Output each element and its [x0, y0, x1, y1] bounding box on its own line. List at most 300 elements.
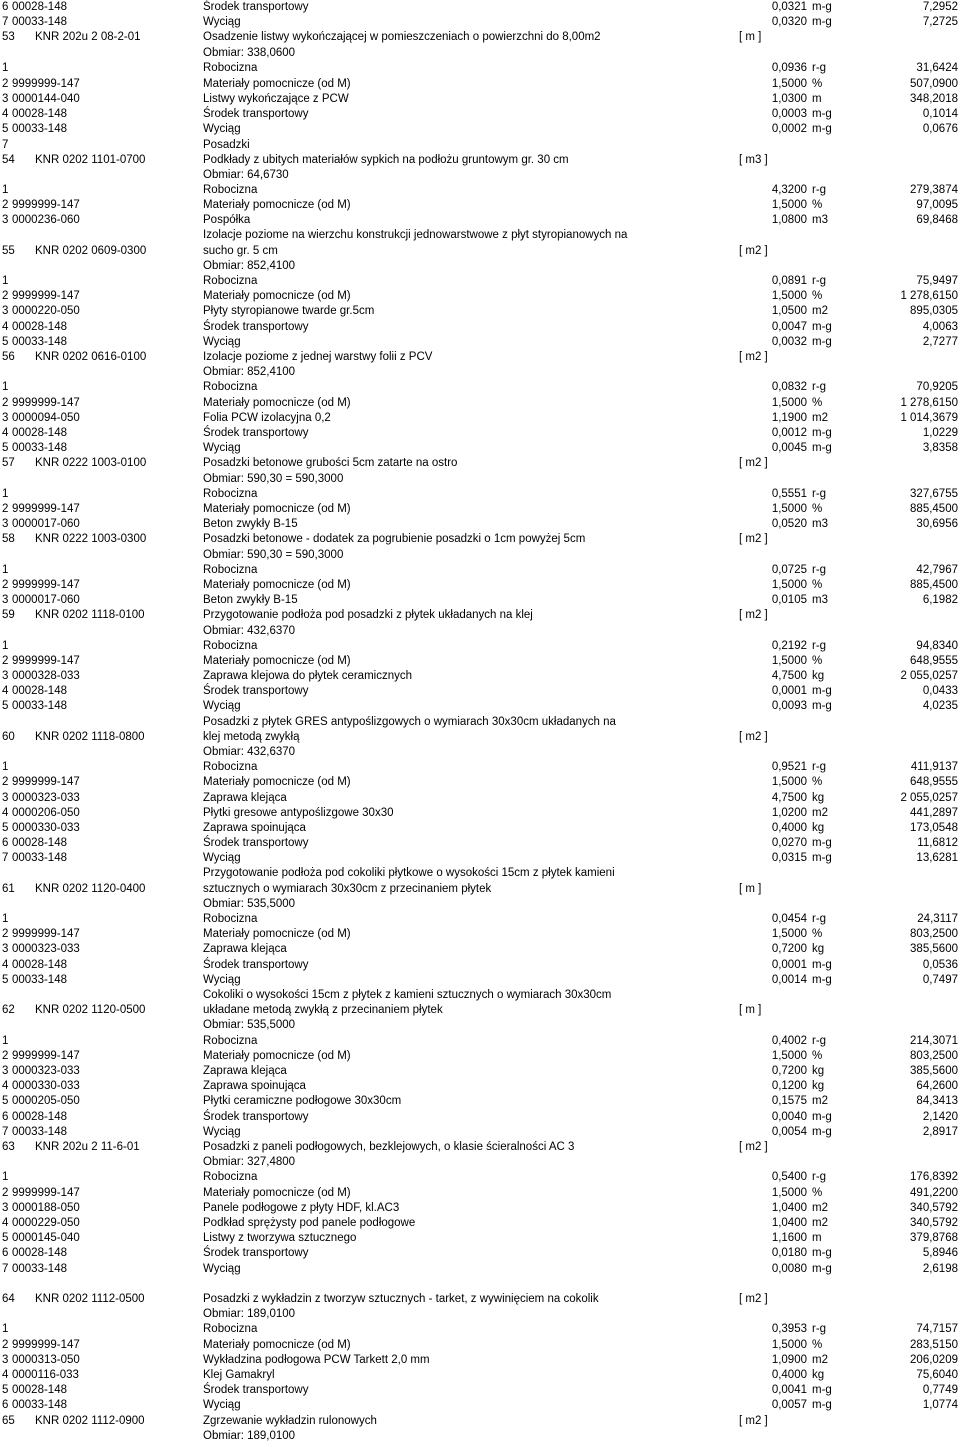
resource-name: Zaprawa klejąca [203, 792, 287, 804]
row-number: 2 [2, 199, 9, 211]
norm-quantity: 1,5000 [771, 1187, 807, 1199]
resource-value: 803,2500 [910, 1050, 958, 1062]
row-number: 1 [2, 564, 9, 576]
norm-quantity: 0,4000 [771, 1369, 807, 1381]
resource-unit: % [812, 397, 823, 409]
info-text: Obmiar: 64,6730 [203, 169, 289, 181]
info-text: Przygotowanie podłoża pod cokoliki płytkowe o wysokości 15cm z płytek kamieni [203, 867, 615, 879]
resource-code: 00028-148 [12, 1384, 67, 1396]
norm-quantity: 0,0054 [771, 1126, 807, 1138]
resource-row [0, 911, 960, 927]
resource-value: 30,6956 [916, 518, 958, 530]
resource-name: Robocizna [203, 913, 258, 925]
row-number: 2 [2, 78, 9, 90]
resource-value: 2,7277 [922, 336, 958, 348]
row-number: 1 [2, 913, 9, 925]
resource-value: 2 055,0257 [900, 792, 958, 804]
position-number: 54 [2, 154, 15, 166]
resource-name: Wyciąg [203, 1399, 241, 1411]
resource-name: Wyciąg [203, 336, 241, 348]
resource-code: 0000220-050 [12, 305, 80, 317]
resource-row [0, 577, 960, 593]
resource-unit: m-g [812, 700, 832, 712]
resource-name: Robocizna [203, 275, 258, 287]
resource-name: Materiały pomocnicze (od M) [203, 928, 351, 940]
row-number: 2 [2, 1187, 9, 1199]
norm-quantity: 0,0041 [771, 1384, 807, 1396]
resource-code: 00033-148 [12, 442, 67, 454]
knr-code: KNR 0202 1101-0700 [35, 154, 146, 166]
norm-quantity: 0,0003 [771, 108, 807, 120]
resource-unit: r-g [812, 488, 827, 500]
resource-row [0, 638, 960, 654]
resource-unit: m2 [812, 1217, 828, 1229]
resource-value: 42,7967 [916, 564, 958, 576]
row-number: 1 [2, 275, 9, 287]
resource-value: 885,4500 [910, 579, 958, 591]
norm-quantity: 0,0321 [771, 1, 807, 13]
info-row [0, 45, 960, 61]
resource-code: 9999999-147 [12, 397, 80, 409]
norm-quantity: 0,4002 [771, 1035, 807, 1047]
resource-row [0, 1093, 960, 1109]
resource-row [0, 926, 960, 942]
norm-quantity: 0,4000 [771, 822, 807, 834]
position-number: 56 [2, 351, 15, 363]
resource-unit: % [812, 928, 823, 940]
resource-row [0, 1245, 960, 1261]
resource-name: Płytki ceramiczne podłogowe 30x30cm [203, 1095, 402, 1107]
resource-name: Zaprawa klejąca [203, 943, 287, 955]
resource-name: Materiały pomocnicze (od M) [203, 290, 351, 302]
position-header-row [0, 29, 960, 45]
resource-value: 13,6281 [916, 852, 958, 864]
resource-value: 69,8468 [916, 214, 958, 226]
norm-quantity: 0,1200 [771, 1080, 807, 1092]
resource-unit: m-g [812, 1263, 832, 1275]
info-row [0, 865, 960, 881]
resource-unit: m3 [812, 594, 828, 606]
resource-name: Płytki gresowe antypoślizgowe 30x30 [203, 807, 394, 819]
norm-quantity: 1,5000 [771, 1050, 807, 1062]
row-number: 1 [2, 1171, 9, 1183]
resource-value: 214,3071 [910, 1035, 958, 1047]
resource-value: 385,5600 [910, 943, 958, 955]
row-number: 1 [2, 1035, 9, 1047]
norm-quantity: 1,0300 [771, 93, 807, 105]
resource-code: 0000323-033 [12, 792, 80, 804]
resource-row [0, 774, 960, 790]
knr-code: KNR 0222 1003-0100 [35, 457, 147, 469]
row-number: 4 [2, 685, 9, 697]
position-description: Izolacje poziome z jednej warstwy folii z PCV [203, 351, 433, 363]
info-row [0, 471, 960, 487]
row-number: 1 [2, 761, 9, 773]
row-number: 2 [2, 579, 9, 591]
knr-code: KNR 0202 1118-0100 [35, 609, 145, 621]
resource-value: 385,5600 [910, 1065, 958, 1077]
position-number: 55 [2, 245, 15, 257]
resource-code: 00033-148 [12, 1263, 67, 1275]
resource-unit: m-g [812, 1126, 832, 1138]
resource-code: 00028-148 [12, 1, 67, 13]
norm-quantity: 0,0040 [771, 1111, 807, 1123]
resource-code: 00033-148 [12, 1399, 67, 1411]
resource-name: Płyty styropianowe twarde gr.5cm [203, 305, 375, 317]
resource-name: Robocizna [203, 1171, 258, 1183]
resource-name: Środek transportowy [203, 685, 309, 697]
resource-name: Beton zwykły B-15 [203, 518, 298, 530]
resource-unit: % [812, 503, 823, 515]
resource-code: 9999999-147 [12, 290, 80, 302]
resource-code: 0000145-040 [12, 1232, 80, 1244]
row-number: 4 [2, 807, 9, 819]
row-number: 2 [2, 655, 9, 667]
norm-quantity: 0,0032 [771, 336, 807, 348]
resource-code: 0000229-050 [12, 1217, 80, 1229]
position-number: 63 [2, 1141, 15, 1153]
row-number: 4 [2, 1080, 9, 1092]
resource-row [0, 592, 960, 608]
resource-name: Materiały pomocnicze (od M) [203, 503, 351, 515]
resource-unit: % [812, 579, 823, 591]
norm-quantity: 1,0400 [771, 1217, 807, 1229]
resource-name: Robocizna [203, 62, 258, 74]
resource-unit: m-g [812, 974, 832, 986]
resource-name: Wyciąg [203, 123, 241, 135]
resource-code: 00028-148 [12, 108, 67, 120]
resource-name: Materiały pomocnicze (od M) [203, 1187, 351, 1199]
resource-value: 7,2952 [922, 1, 958, 13]
resource-name: Środek transportowy [203, 1, 309, 13]
position-number: 62 [2, 1004, 15, 1016]
resource-value: 84,3413 [916, 1095, 958, 1107]
resource-name: Robocizna [203, 1035, 258, 1047]
resource-value: 11,6812 [917, 837, 958, 849]
resource-code: 00033-148 [12, 123, 67, 135]
resource-unit: m-g [812, 1247, 832, 1259]
norm-quantity: 1,0800 [771, 214, 807, 226]
resource-row [0, 1337, 960, 1353]
resource-unit: m-g [812, 16, 832, 28]
resource-name: Wyciąg [203, 442, 241, 454]
position-number: 59 [2, 609, 15, 621]
resource-row [0, 76, 960, 92]
resource-unit: % [812, 199, 823, 211]
resource-unit: r-g [812, 1171, 827, 1183]
resource-code: 00028-148 [12, 837, 67, 849]
row-number: 4 [2, 1217, 9, 1229]
resource-name: Robocizna [203, 640, 258, 652]
resource-code: 00033-148 [12, 1126, 67, 1138]
resource-value: 2 055,0257 [900, 670, 958, 682]
row-number: 1 [2, 488, 9, 500]
resource-row [0, 835, 960, 851]
norm-quantity: 0,0014 [771, 974, 807, 986]
resource-row [0, 1078, 960, 1094]
resource-unit: kg [812, 1065, 825, 1077]
resource-value: 0,7497 [922, 974, 958, 986]
info-row [0, 896, 960, 912]
resource-unit: m2 [812, 1095, 828, 1107]
norm-quantity: 0,0320 [771, 16, 807, 28]
resource-row [0, 1367, 960, 1383]
resource-value: 885,4500 [910, 503, 958, 515]
resource-code: 9999999-147 [12, 78, 80, 90]
resource-unit: m-g [812, 321, 832, 333]
resource-value: 648,9555 [910, 655, 958, 667]
resource-unit: % [812, 290, 823, 302]
knr-code: KNR 0202 1120-0500 [35, 1004, 146, 1016]
info-text: Obmiar: 189,0100 [203, 1308, 296, 1320]
knr-code: KNR 0202 1112-0500 [35, 1293, 145, 1305]
resource-name: Zaprawa spoinująca [203, 822, 306, 834]
resource-name: Środek transportowy [203, 321, 309, 333]
info-row [0, 987, 960, 1003]
resource-name: Listwy z tworzywa sztucznego [203, 1232, 357, 1244]
resource-unit: r-g [812, 275, 827, 287]
resource-unit: r-g [812, 381, 827, 393]
info-text: Obmiar: 535,5000 [203, 898, 296, 910]
resource-name: Wykładzina podłogowa PCW Tarkett 2,0 mm [203, 1354, 430, 1366]
resource-row [0, 273, 960, 289]
resource-unit: % [812, 776, 823, 788]
norm-quantity: 1,5000 [771, 928, 807, 940]
norm-quantity: 0,0105 [771, 594, 807, 606]
norm-quantity: 0,0891 [771, 275, 807, 287]
resource-name: Zaprawa klejąca [203, 1065, 287, 1077]
resource-code: 0000323-033 [12, 943, 80, 955]
info-row [0, 1017, 960, 1033]
resource-row [0, 0, 960, 15]
row-number: 1 [2, 1323, 9, 1335]
norm-quantity: 1,0400 [771, 1202, 807, 1214]
info-text: Obmiar: 852,4100 [203, 366, 296, 378]
resource-value: 31,6424 [916, 62, 958, 74]
info-text: Obmiar: 338,0600 [203, 47, 296, 59]
resource-row [0, 1109, 960, 1125]
resource-unit: r-g [812, 913, 827, 925]
resource-row [0, 1230, 960, 1246]
resource-code: 9999999-147 [12, 199, 80, 211]
resource-name: Materiały pomocnicze (od M) [203, 655, 351, 667]
resource-code: 00033-148 [12, 700, 67, 712]
position-number: 64 [2, 1293, 15, 1305]
position-unit: [ m2 ] [739, 351, 768, 363]
position-description: układane metodą zwykłą z przecinaniem płytek [203, 1004, 443, 1016]
norm-quantity: 0,1575 [771, 1095, 807, 1107]
row-number: 5 [2, 123, 9, 135]
resource-code: 00028-148 [12, 685, 67, 697]
resource-unit: kg [812, 822, 825, 834]
position-description: Posadzki betonowe grubości 5cm zatarte na ostro [203, 457, 458, 469]
resource-name: Robocizna [203, 564, 258, 576]
position-description: Podkłady z ubitych materiałów sypkich na podłożu gruntowym gr. 30 cm [203, 154, 569, 166]
resource-code: 0000188-050 [12, 1202, 80, 1214]
resource-row [0, 790, 960, 806]
resource-unit: m2 [812, 305, 828, 317]
resource-code: 00033-148 [12, 16, 67, 28]
resource-unit: m-g [812, 685, 832, 697]
resource-name: Robocizna [203, 184, 258, 196]
resource-name: Środek transportowy [203, 108, 309, 120]
norm-quantity: 1,1600 [771, 1232, 807, 1244]
norm-quantity: 0,0520 [771, 518, 807, 530]
resource-value: 4,0063 [922, 321, 958, 333]
norm-quantity: 0,0012 [771, 427, 807, 439]
resource-row [0, 1033, 960, 1049]
info-text: Obmiar: 432,6370 [203, 625, 296, 637]
resource-name: Pospółka [203, 214, 251, 226]
info-row [0, 547, 960, 563]
position-description: sztucznych o wymiarach 30x30cm z przecinaniem płytek [203, 883, 492, 895]
resource-name: Podkład sprężysty pod panele podłogowe [203, 1217, 416, 1229]
resource-name: Wyciąg [203, 16, 241, 28]
resource-row [0, 698, 960, 714]
knr-code: KNR 0202 0609-0300 [35, 245, 147, 257]
resource-value: 283,5150 [910, 1339, 958, 1351]
position-description: sucho gr. 5 cm [203, 245, 278, 257]
info-text: Obmiar: 590,30 = 590,3000 [203, 473, 344, 485]
resource-unit: r-g [812, 640, 827, 652]
row-number: 5 [2, 700, 9, 712]
resource-row [0, 1048, 960, 1064]
resource-value: 340,5792 [910, 1217, 958, 1229]
resource-row [0, 653, 960, 669]
row-number: 3 [2, 1065, 9, 1077]
resource-row [0, 106, 960, 122]
norm-quantity: 0,0002 [771, 123, 807, 135]
resource-row [0, 410, 960, 426]
row-number: 6 [2, 1, 9, 13]
resource-name: Środek transportowy [203, 837, 309, 849]
resource-row [0, 1352, 960, 1368]
resource-row [0, 1261, 960, 1277]
resource-unit: m-g [812, 852, 832, 864]
resource-value: 70,9205 [916, 381, 958, 393]
row-number: 1 [2, 381, 9, 393]
knr-code: KNR 0222 1003-0300 [35, 533, 147, 545]
info-row [0, 623, 960, 639]
row-number: 7 [2, 852, 9, 864]
norm-quantity: 0,0001 [771, 959, 807, 971]
position-description: Posadzki z paneli podłogowych, bezklejowych, o klasie ścieralności AC 3 [203, 1141, 575, 1153]
resource-name: Wyciąg [203, 1263, 241, 1275]
resource-value: 0,0676 [922, 123, 958, 135]
norm-quantity: 0,0045 [771, 442, 807, 454]
resource-name: Wyciąg [203, 700, 241, 712]
resource-code: 0000236-060 [12, 214, 80, 226]
resource-unit: r-g [812, 1323, 827, 1335]
resource-unit: m-g [812, 427, 832, 439]
resource-name: Listwy wykończające z PCW [203, 93, 349, 105]
position-header-row [0, 152, 960, 168]
resource-value: 7,2725 [922, 16, 958, 28]
resource-unit: m-g [812, 123, 832, 135]
resource-code: 00028-148 [12, 321, 67, 333]
resource-code: 0000017-060 [12, 518, 80, 530]
row-number: 7 [2, 1126, 9, 1138]
position-header-row [0, 881, 960, 897]
row-number: 5 [2, 442, 9, 454]
resource-name: Zaprawa spoinująca [203, 1080, 306, 1092]
info-row [0, 1306, 960, 1322]
resource-row [0, 516, 960, 532]
resource-row [0, 501, 960, 517]
resource-name: Panele podłogowe z płyty HDF, kl.AC3 [203, 1202, 400, 1214]
resource-code: 00028-148 [12, 427, 67, 439]
resource-name: Wyciąg [203, 974, 241, 986]
resource-name: Materiały pomocnicze (od M) [203, 776, 351, 788]
resource-row [0, 1063, 960, 1079]
resource-code: 00028-148 [12, 1111, 67, 1123]
position-header-row [0, 531, 960, 547]
norm-quantity: 0,0047 [771, 321, 807, 333]
resource-value: 1,0774 [922, 1399, 958, 1411]
resource-row [0, 850, 960, 866]
info-row [0, 1154, 960, 1170]
resource-name: Materiały pomocnicze (od M) [203, 199, 351, 211]
resource-row [0, 1169, 960, 1185]
norm-quantity: 0,0315 [771, 852, 807, 864]
info-row [0, 714, 960, 730]
resource-unit: m-g [812, 1111, 832, 1123]
resource-row [0, 759, 960, 775]
position-header-row [0, 1002, 960, 1018]
position-description: Zgrzewanie wykładzin rulonowych [203, 1415, 377, 1427]
resource-row [0, 395, 960, 411]
norm-quantity: 1,5000 [771, 397, 807, 409]
row-number: 3 [2, 670, 9, 682]
position-header-row [0, 1291, 960, 1307]
position-header-row [0, 1413, 960, 1429]
row-number: 3 [2, 214, 9, 226]
resource-row [0, 121, 960, 137]
resource-row [0, 14, 960, 30]
resource-row [0, 957, 960, 973]
row-number: 2 [2, 1050, 9, 1062]
resource-value: 1 014,3679 [900, 412, 958, 424]
resource-name: Materiały pomocnicze (od M) [203, 78, 351, 90]
resource-unit: kg [812, 943, 825, 955]
resource-name: Środek transportowy [203, 959, 309, 971]
resource-value: 4,0235 [922, 700, 958, 712]
resource-unit: m-g [812, 837, 832, 849]
position-description: Przygotowanie podłoża pod posadzki z płytek układanych na klej [203, 609, 533, 621]
resource-name: Robocizna [203, 381, 258, 393]
norm-quantity: 0,0454 [771, 913, 807, 925]
row-number: 3 [2, 943, 9, 955]
resource-name: Środek transportowy [203, 1111, 309, 1123]
position-unit: [ m ] [739, 31, 762, 43]
resource-row [0, 1321, 960, 1337]
resource-value: 75,6040 [916, 1369, 958, 1381]
position-number: 61 [2, 883, 15, 895]
resource-unit: kg [812, 1369, 825, 1381]
info-row [0, 744, 960, 760]
resource-code: 0000206-050 [12, 807, 80, 819]
resource-value: 327,6755 [910, 488, 958, 500]
row-number: 3 [2, 1202, 9, 1214]
resource-unit: m [812, 93, 822, 105]
position-unit: [ m3 ] [739, 154, 768, 166]
section-number: 7 [2, 139, 9, 151]
resource-name: Beton zwykły B-15 [203, 594, 298, 606]
row-number: 3 [2, 305, 9, 317]
resource-value: 1 278,6150 [900, 397, 958, 409]
resource-row [0, 972, 960, 988]
row-number: 1 [2, 184, 9, 196]
